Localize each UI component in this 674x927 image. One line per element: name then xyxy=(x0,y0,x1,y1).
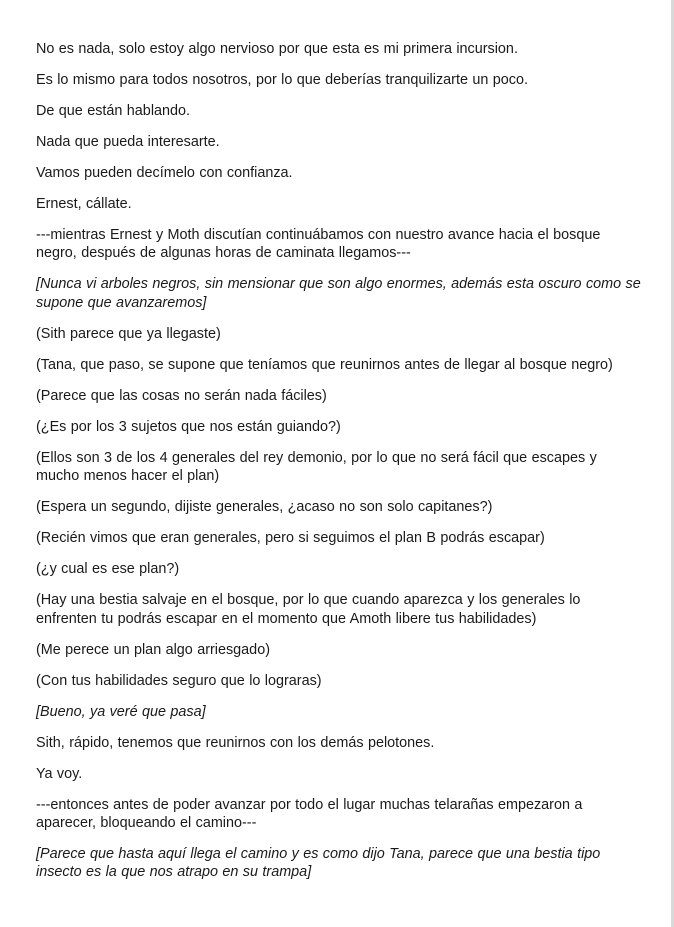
thought-paragraph: [Nunca vi arboles negros, sin mensionar que son algo enormes, además esta oscuro como se supone que avanzaremos] xyxy=(36,276,641,311)
paragraph: (Ellos son 3 de los 4 generales del rey demonio, por lo que no será fácil que escapes y mucho menos hacer el plan) xyxy=(36,449,597,485)
document-body xyxy=(36,40,641,894)
paragraph: Sith, rápido, tenemos que reunirnos con los demás pelotones. xyxy=(36,734,435,751)
paragraph: (Con tus habilidades seguro que lo lograras) xyxy=(36,672,322,689)
thought-paragraph: [Parece que hasta aquí llega el camino y es como dijo Tana, parece que una bestia tipo insecto es la que nos atrapo en su trampa] xyxy=(36,846,601,881)
thought-paragraph: [Bueno, ya veré que pasa] xyxy=(36,703,206,720)
paragraph: (Sith parece que ya llegaste) xyxy=(36,325,221,342)
paragraph: (Me perece un plan algo arriesgado) xyxy=(36,641,270,658)
paragraph: (Parece que las cosas no serán nada fáciles) xyxy=(36,387,327,404)
paragraph: De que están hablando. xyxy=(36,103,191,119)
paragraph: Vamos pueden decímelo con confianza. xyxy=(36,165,293,181)
paragraph: Ernest, cállate. xyxy=(36,196,132,212)
narration-paragraph: ---mientras Ernest y Moth discutían continuábamos con nuestro avance hacia el bosque negro, después de algunas horas de caminata llegamos--- xyxy=(36,227,601,262)
paragraph: Ya voy. xyxy=(36,765,83,782)
paragraph: (Espera un segundo, dijiste generales, ¿acaso no son solo capitanes?) xyxy=(36,499,493,516)
paragraph: (Hay una bestia salvaje en el bosque, por lo que cuando aparezca y los generales lo enfrenten tu podrás escapar en el momento que Amoth libere tus habilidades) xyxy=(36,592,581,627)
paragraph: Es lo mismo para todos nosotros, por lo que deberías tranquilizarte un poco. xyxy=(36,72,528,88)
paragraph: (Recién vimos que eran generales, pero si seguimos el plan B podrás escapar) xyxy=(36,530,545,547)
narration-paragraph: ---entonces antes de poder avanzar por todo el lugar muchas telarañas empezaron a aparecer, bloqueando el camino--- xyxy=(36,796,583,832)
paragraph: No es nada, solo estoy algo nervioso por que esta es mi primera incursion. xyxy=(36,41,518,57)
paragraph: Nada que pueda interesarte. xyxy=(36,134,220,150)
paragraph: (¿y cual es ese plan?) xyxy=(36,561,180,578)
paragraph: (¿Es por los 3 sujetos que nos están guiando?) xyxy=(36,418,341,435)
paragraph: (Tana, que paso, se supone que teníamos que reunirnos antes de llegar al bosque negro) xyxy=(36,356,613,373)
